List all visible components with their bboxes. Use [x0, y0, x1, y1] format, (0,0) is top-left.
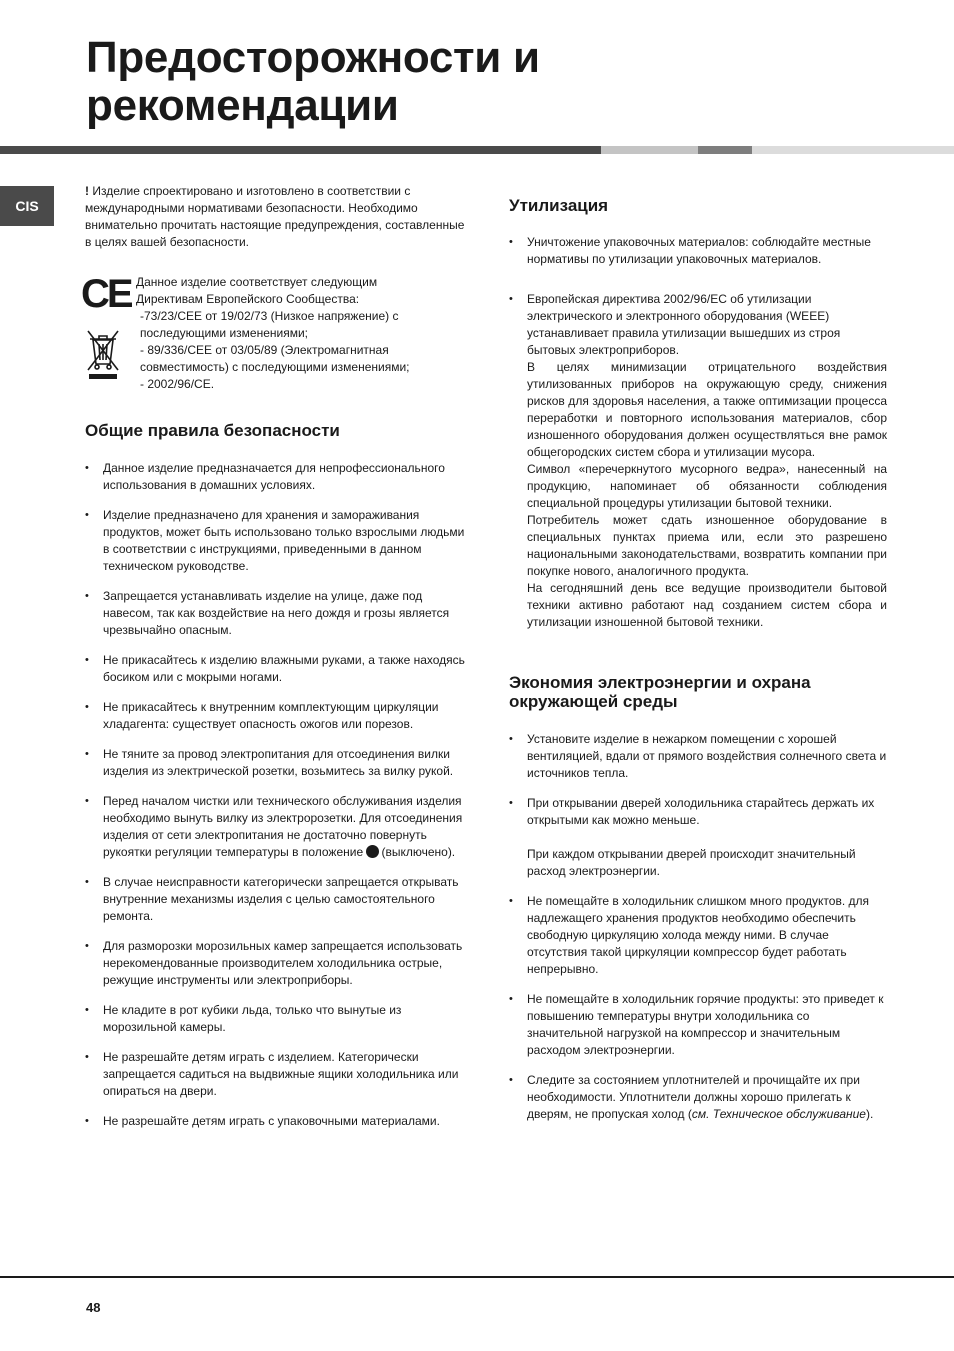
- energy-heading-line-2: окружающей среды: [509, 692, 678, 711]
- ce-line: Данное изделие соответствует следующим: [136, 275, 378, 289]
- list-item: [85, 793, 465, 861]
- list-item: • Не помещайте в холодильник слишком много продуктов. для надлежащего хранения продуктов необходимо обеспечить свободную циркуляцию холода между ними. В случае отсутствия такой циркуляции компрессор будет работать непрерывно.: [509, 893, 887, 978]
- list-item-text: Перед началом чистки или технического обслуживания изделия необходимо вынуть вилку из электророзетки. Для отсоединения изделия от сети электропитания не достаточно повернуть рукоятки регуляции температуры в положение: [103, 794, 463, 859]
- list-item: • Не прикасайтесь к изделию влажными руками, а также находясь босиком или с мокрыми ногами.: [85, 652, 465, 686]
- cross-reference: см. Техническое обслуживание: [691, 1107, 866, 1121]
- intro-warning: [85, 183, 465, 251]
- list-item: • Не кладите в рот кубики льда, только что вынутые из морозильной камеры.: [85, 1002, 465, 1036]
- energy-list: [509, 731, 887, 1123]
- ce-mark-icon: CE: [81, 272, 131, 316]
- list-item: [509, 291, 887, 631]
- list-item: • Изделие предназначено для хранения и замораживания продуктов, может быть использовано только взрослыми людьми в соответствии с инструкциями, приведенными в данном техническом руководстве.: [85, 507, 465, 575]
- energy-heading: [509, 673, 887, 711]
- header-bar-dark: [0, 146, 601, 154]
- list-item: • Не разрешайте детям играть с изделием. Категорически запрещается садиться на выдвижные ящики холодильника или опираться на двери.: [85, 1049, 465, 1100]
- list-item: • Не помещайте в холодильник горячие продукты: это приведет к повышению температуры внутри холодильника со значительной нагрузкой на компрессор и значительным расходом электроэнергии.: [509, 991, 887, 1059]
- ce-line: - 89/336/CEE от 03/05/89 (Электромагнитная: [140, 343, 389, 357]
- list-item: • Запрещается устанавливать изделие на улице, даже под навесом, так как воздействие на него дождя и грозы является чрезвычайно опасным.: [85, 588, 465, 639]
- ce-compliance-block: [81, 272, 465, 393]
- list-item: • В случае неисправности категорически запрещается открывать внутренние механизмы изделия с целью самостоятельного ремонта.: [85, 874, 465, 925]
- recycling-paragraph: Потребитель может сдать изношенное оборудование в специальных пунктах приема или, если это разрешено национальными законодательствами, возвратить компании при покупке нового, аналогичного продукта.: [527, 513, 887, 578]
- list-item-tail: (выключено).: [381, 845, 456, 859]
- energy-paragraph: • При открывании дверей холодильника старайтесь держать их открытыми как можно меньше.: [527, 796, 875, 827]
- ce-line: -73/23/CEE от 19/02/73 (Низкое напряжение) с: [140, 309, 399, 323]
- power-off-icon: [366, 845, 379, 858]
- energy-paragraph: При каждом открывании дверей происходит значительный расход электроэнергии.: [527, 847, 856, 878]
- safety-list: [85, 460, 465, 1130]
- recycling-paragraph: • Европейская директива 2002/96/EC об утилизации электрического и электронного оборудования (WEEE) устанавливает правила утилизации вышедших из строя бытовых электроприборов.: [527, 292, 841, 357]
- page-number: 48: [86, 1300, 101, 1315]
- header-bar-light-end: [752, 146, 954, 154]
- recycling-paragraph: Символ «перечеркнутого мусорного ведра», нанесенный на продукцию, напоминает об обязанности соблюдения специальной процедуры утилизации бытовой техники.: [527, 462, 887, 510]
- ce-line: совместимость) с последующими изменениями;: [140, 360, 410, 374]
- list-item: • Не тяните за провод электропитания для отсоединения вилки изделия из электрической розетки, возьмитесь за вилку рукой.: [85, 746, 465, 780]
- safety-heading: Общие правила безопасности: [85, 421, 340, 440]
- recycling-paragraph: На сегодняшний день все ведущие производители бытовой техники активно работают над созданием систем сбора и утилизации изношенной бытовой техники.: [527, 581, 887, 629]
- page-title-line-2: рекомендации: [86, 81, 399, 130]
- ce-line: Директивам Европейского Сообщества:: [136, 292, 360, 306]
- recycling-list: [509, 234, 887, 631]
- warning-mark: !: [85, 184, 89, 198]
- page-title: [86, 34, 540, 130]
- ce-line: последующими изменениями;: [140, 326, 308, 340]
- crossed-bin-icon: [85, 328, 121, 380]
- list-item: • Данное изделие предназначается для непрофессионального использования в домашних условиях.: [85, 460, 465, 494]
- energy-heading-line-1: Экономия электроэнергии и охрана: [509, 673, 811, 692]
- language-tab: CIS: [0, 186, 54, 226]
- list-item: • Не прикасайтесь к внутренним комплектующим циркуляции хладагента: существует опасность ожогов или порезов.: [85, 699, 465, 733]
- intro-text: Изделие спроектировано и изготовлено в соответствии с международными нормативами безопасности. Необходимо внимательно прочитать настоящие предупреждения, составленные в целях вашей безопасности.: [85, 184, 465, 249]
- list-item: • Для разморозки морозильных камер запрещается использовать нерекомендованные производителем холодильника острые, режущие инструменты или электроприборы.: [85, 938, 465, 989]
- list-item: [509, 1072, 887, 1123]
- header-bar-light: [601, 146, 698, 154]
- left-column: [81, 183, 465, 1130]
- recycling-paragraph: В целях минимизации отрицательного воздействия утилизованных приборов на окружающую среду, снижения рисков для здоровья населения, а также оптимизации процесса переработки и повторного использования материалов, сбор изношенного оборудования должен осуществляться вне рамок общегородских систем сбора и утилизации мусора.: [527, 360, 887, 459]
- recycling-heading: Утилизация: [509, 196, 609, 215]
- right-column: [509, 196, 887, 1123]
- page-title-line-1: Предосторожности и: [86, 33, 540, 82]
- list-item: • Не разрешайте детям играть с упаковочными материалами.: [85, 1113, 465, 1130]
- header-bar-mid: [698, 146, 752, 154]
- list-item: [509, 795, 887, 880]
- ce-line: - 2002/96/CE.: [140, 377, 215, 391]
- ce-directives-text: [136, 274, 465, 393]
- list-item: • Установите изделие в нежарком помещении с хорошей вентиляцией, вдали от прямого воздействия солнечного света и источников тепла.: [509, 731, 887, 782]
- list-item-end: ).: [865, 1107, 874, 1121]
- footer-rule: [0, 1276, 954, 1278]
- list-item: • Уничтожение упаковочных материалов: соблюдайте местные нормативы по утилизации упаковочных материалов.: [509, 234, 887, 268]
- list-item-text: Следите за состоянием уплотнителей и прочищайте их при необходимости. Уплотнители должны хорошо прилегать к дверям, не пропуская холод (: [527, 1073, 860, 1121]
